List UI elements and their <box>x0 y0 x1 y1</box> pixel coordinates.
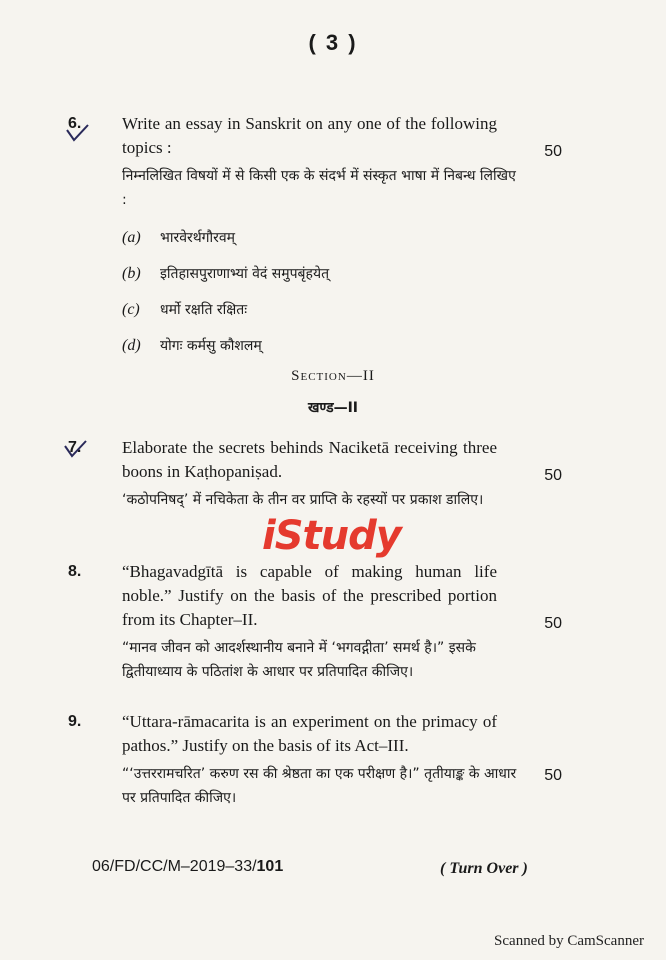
section-heading-english: Section—II <box>291 368 375 384</box>
question-hindi: “‘उत्तररामचरित’ करुण रस की श्रेष्ठता का एक परीक्षण है।” तृतीयाङ्क के आधार पर प्रतिपादित कीजिए। <box>122 766 517 806</box>
option-a <box>122 220 562 256</box>
marks: 50 <box>544 143 562 160</box>
question-english: Elaborate the secrets behinds Naciketā receiving three boons in Kaṭhopaniṣad. <box>122 438 497 481</box>
option-list <box>122 220 562 364</box>
paper-code-prefix: 06/FD/CC/M–2019–33/ <box>92 858 257 875</box>
marks: 50 <box>544 767 562 784</box>
option-text: इतिहासपुराणाभ्यां वेदं समुपबृंहयेत् <box>160 266 330 282</box>
option-label: (a) <box>122 229 141 246</box>
check-mark-icon <box>62 438 88 460</box>
scanner-watermark: Scanned by CamScanner <box>494 933 644 949</box>
question-number: 9. <box>68 713 82 730</box>
question-number: 6. <box>68 115 82 132</box>
option-text: भारवेरर्थगौरवम् <box>160 230 236 246</box>
paper-code <box>92 858 283 876</box>
question-english: “Bhagavadgītā is capable of making human life noble.” Justify on the basis of the prescribed portion from its Chapter–II. <box>122 562 497 629</box>
marks: 50 <box>544 615 562 632</box>
question-hindi: “मानव जीवन को आदर्शस्थानीय बनाने में ‘भगवद्गीता’ समर्थ है।” इसके द्वितीयाध्याय के पठितांश के आधार पर प्रतिपादित कीजिए। <box>122 640 476 680</box>
question-8 <box>68 560 562 684</box>
question-7 <box>68 436 562 512</box>
paper-code-number: 101 <box>256 858 284 875</box>
marks: 50 <box>544 467 562 484</box>
question-hindi: निम्नलिखित विषयों में से किसी एक के संदर्भ में संस्कृत भाषा में निबन्ध लिखिए : <box>122 168 516 208</box>
turn-over-note: ( Turn Over ) <box>440 860 528 877</box>
option-b <box>122 256 562 292</box>
option-d <box>122 328 562 364</box>
option-text: धर्मो रक्षति रक्षितः <box>160 302 248 318</box>
question-hindi: ‘कठोपनिषद्’ में नचिकेता के तीन वर प्राप्ति के रहस्यों पर प्रकाश डालिए। <box>122 492 484 508</box>
option-label: (b) <box>122 265 141 282</box>
option-text: योगः कर्मसु कौशलम् <box>160 338 262 354</box>
question-english: “Uttara-rāmacarita is an experiment on the primacy of pathos.” Justify on the basis of its Act–III. <box>122 712 497 755</box>
option-label: (c) <box>122 301 140 318</box>
option-label: (d) <box>122 337 141 354</box>
section-heading-hindi: खण्ड—II <box>307 400 358 416</box>
watermark-logo: iStudy <box>262 513 401 559</box>
page-number: ( 3 ) <box>308 30 358 55</box>
question-number: 8. <box>68 563 82 580</box>
question-6 <box>68 112 562 364</box>
question-9 <box>68 710 562 810</box>
check-mark-icon <box>64 122 90 144</box>
option-c <box>122 292 562 328</box>
question-number: 7. <box>68 439 82 456</box>
question-english: Write an essay in Sanskrit on any one of the following topics : <box>122 114 497 157</box>
